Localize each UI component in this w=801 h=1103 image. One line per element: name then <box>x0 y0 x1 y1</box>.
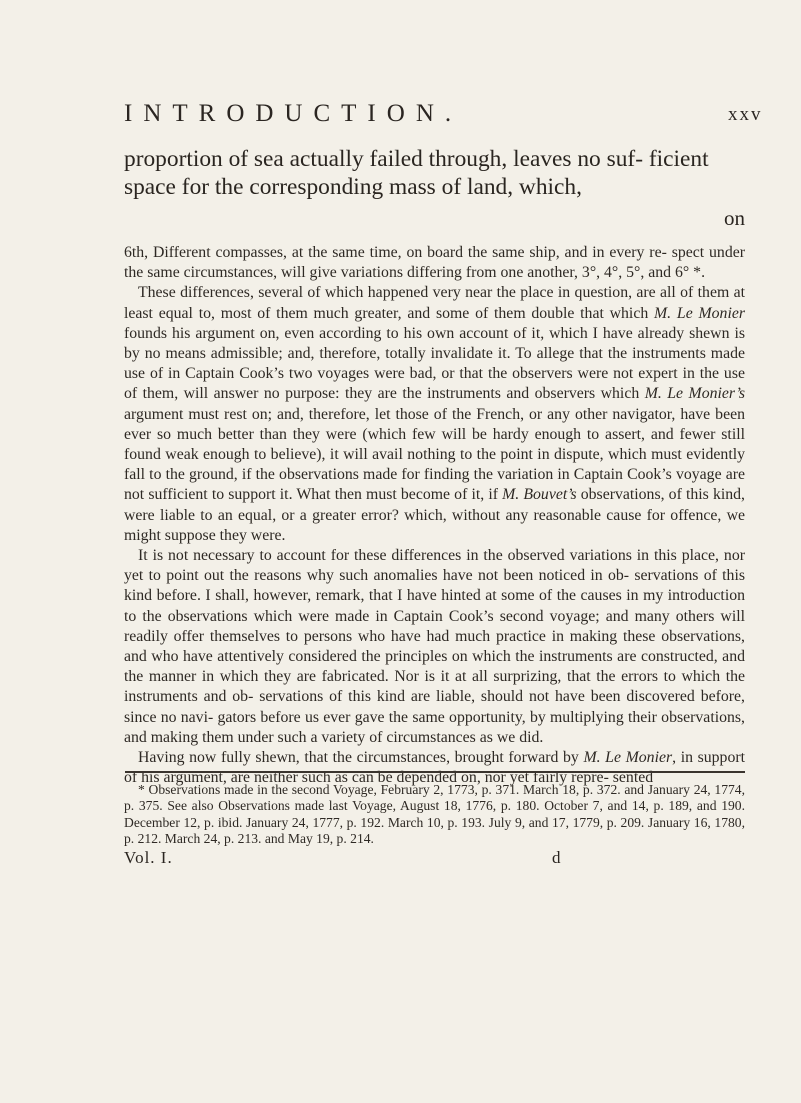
volume-signature: Vol. I. <box>124 848 173 867</box>
text-run: founds his argument on, even according to his own account of it, which I have already shewn is by no means admissible; and, therefore, totally invalidate it. To allege that the instruments made use of in Captain Cook’s two voyages were bad, or that the observers were not expert in the use of them, will answer no purpose: they are the instruments and observers which <box>124 324 745 403</box>
lead-text: proportion of sea actually failed through, leaves no suf- ficient space for the corresponding mass of land, which, <box>124 146 709 200</box>
body-paragraph <box>124 243 745 283</box>
footnote: * Observations made in the second Voyage, February 2, 1773, p. 371. March 18, p. 372. and January 24, 1774, p. 375. See also Observations made last Voyage, August 18, 1776, p. 180. October 7, and 14, p. 189, and 190. December 12, p. ibid. January 24, 1777, p. 192. March 10, p. 193. July 9, and 17, 1779, p. 209. January 16, 1780, p. 212. March 24, p. 213. and May 19, p. 214. <box>124 782 745 847</box>
signature-mark: d <box>552 848 561 867</box>
text-run: It is not necessary to account for these differences in the observed variations in this place, nor yet to point out the reasons why such anomalies have not been noticed in ob- servations of this kind before. I shall, however, remark, that I have hinted at some of the causes in my introduction to the observations which were made in Captain Cook’s second voyage; and many others will readily offer themselves to persons who have had much practice in making these observations, and who have attentively considered the principles on which the instruments are constructed, and the manner in which they are fabricated. Nor is it at all surprizing, that the errors to which the instruments and ob- servations of this kind are liable, should not have been discovered before, since no navi- gators before us ever gave the same opportunity, by multiplying their observations, and making them under such a variety of circumstances as we did. <box>124 547 745 746</box>
body-paragraph <box>124 283 745 546</box>
text-run: argument must rest on; and, therefore, let those of the French, or any other navigator, have been ever so much better than they were (which few will be hardy enough to assert, and fewer still found weak enough to believe), it will avail nothing to the point in dispute, which must evidently fall to the ground, if the observations made for finding the variation in Captain Cook’s voyage are not sufficient to support it. What then must become of it, if <box>124 405 745 504</box>
text-run: 6th, Different compasses, at the same time, on board the same ship, and in every re- spect under the same circumstances, will give variations differing from one another, 3°, 4°, 5°, and 6° *. <box>124 244 745 282</box>
italic-name: M. Le Monier <box>654 304 745 322</box>
body-paragraph <box>124 546 745 748</box>
body-text <box>124 243 745 788</box>
italic-name: M. Bouvet’s <box>502 486 577 504</box>
text-run: , in support of his argument, are neither such as can be depended on, nor yet fairly repre- sented <box>124 749 746 787</box>
text-run: Having now fully shewn, that the circumstances, brought forward by <box>138 749 584 767</box>
text-run: These differences, several of which happened very near the place in question, are all of them at least equal to, most of them much greater, and some of them double that which <box>124 284 745 322</box>
footnote-rule <box>125 771 745 773</box>
italic-name: M. Le Monier <box>583 749 673 767</box>
italic-name: M. Le Monier’s <box>644 385 745 403</box>
running-head: INTRODUCTION. <box>124 100 463 127</box>
page-number: xxv <box>728 104 763 125</box>
text-run: observations, of this kind, were liable to an equal, or a greater error? which, without any reasonable cause for offence, we might suppose they were. <box>124 486 745 544</box>
catchword: on <box>724 206 745 230</box>
